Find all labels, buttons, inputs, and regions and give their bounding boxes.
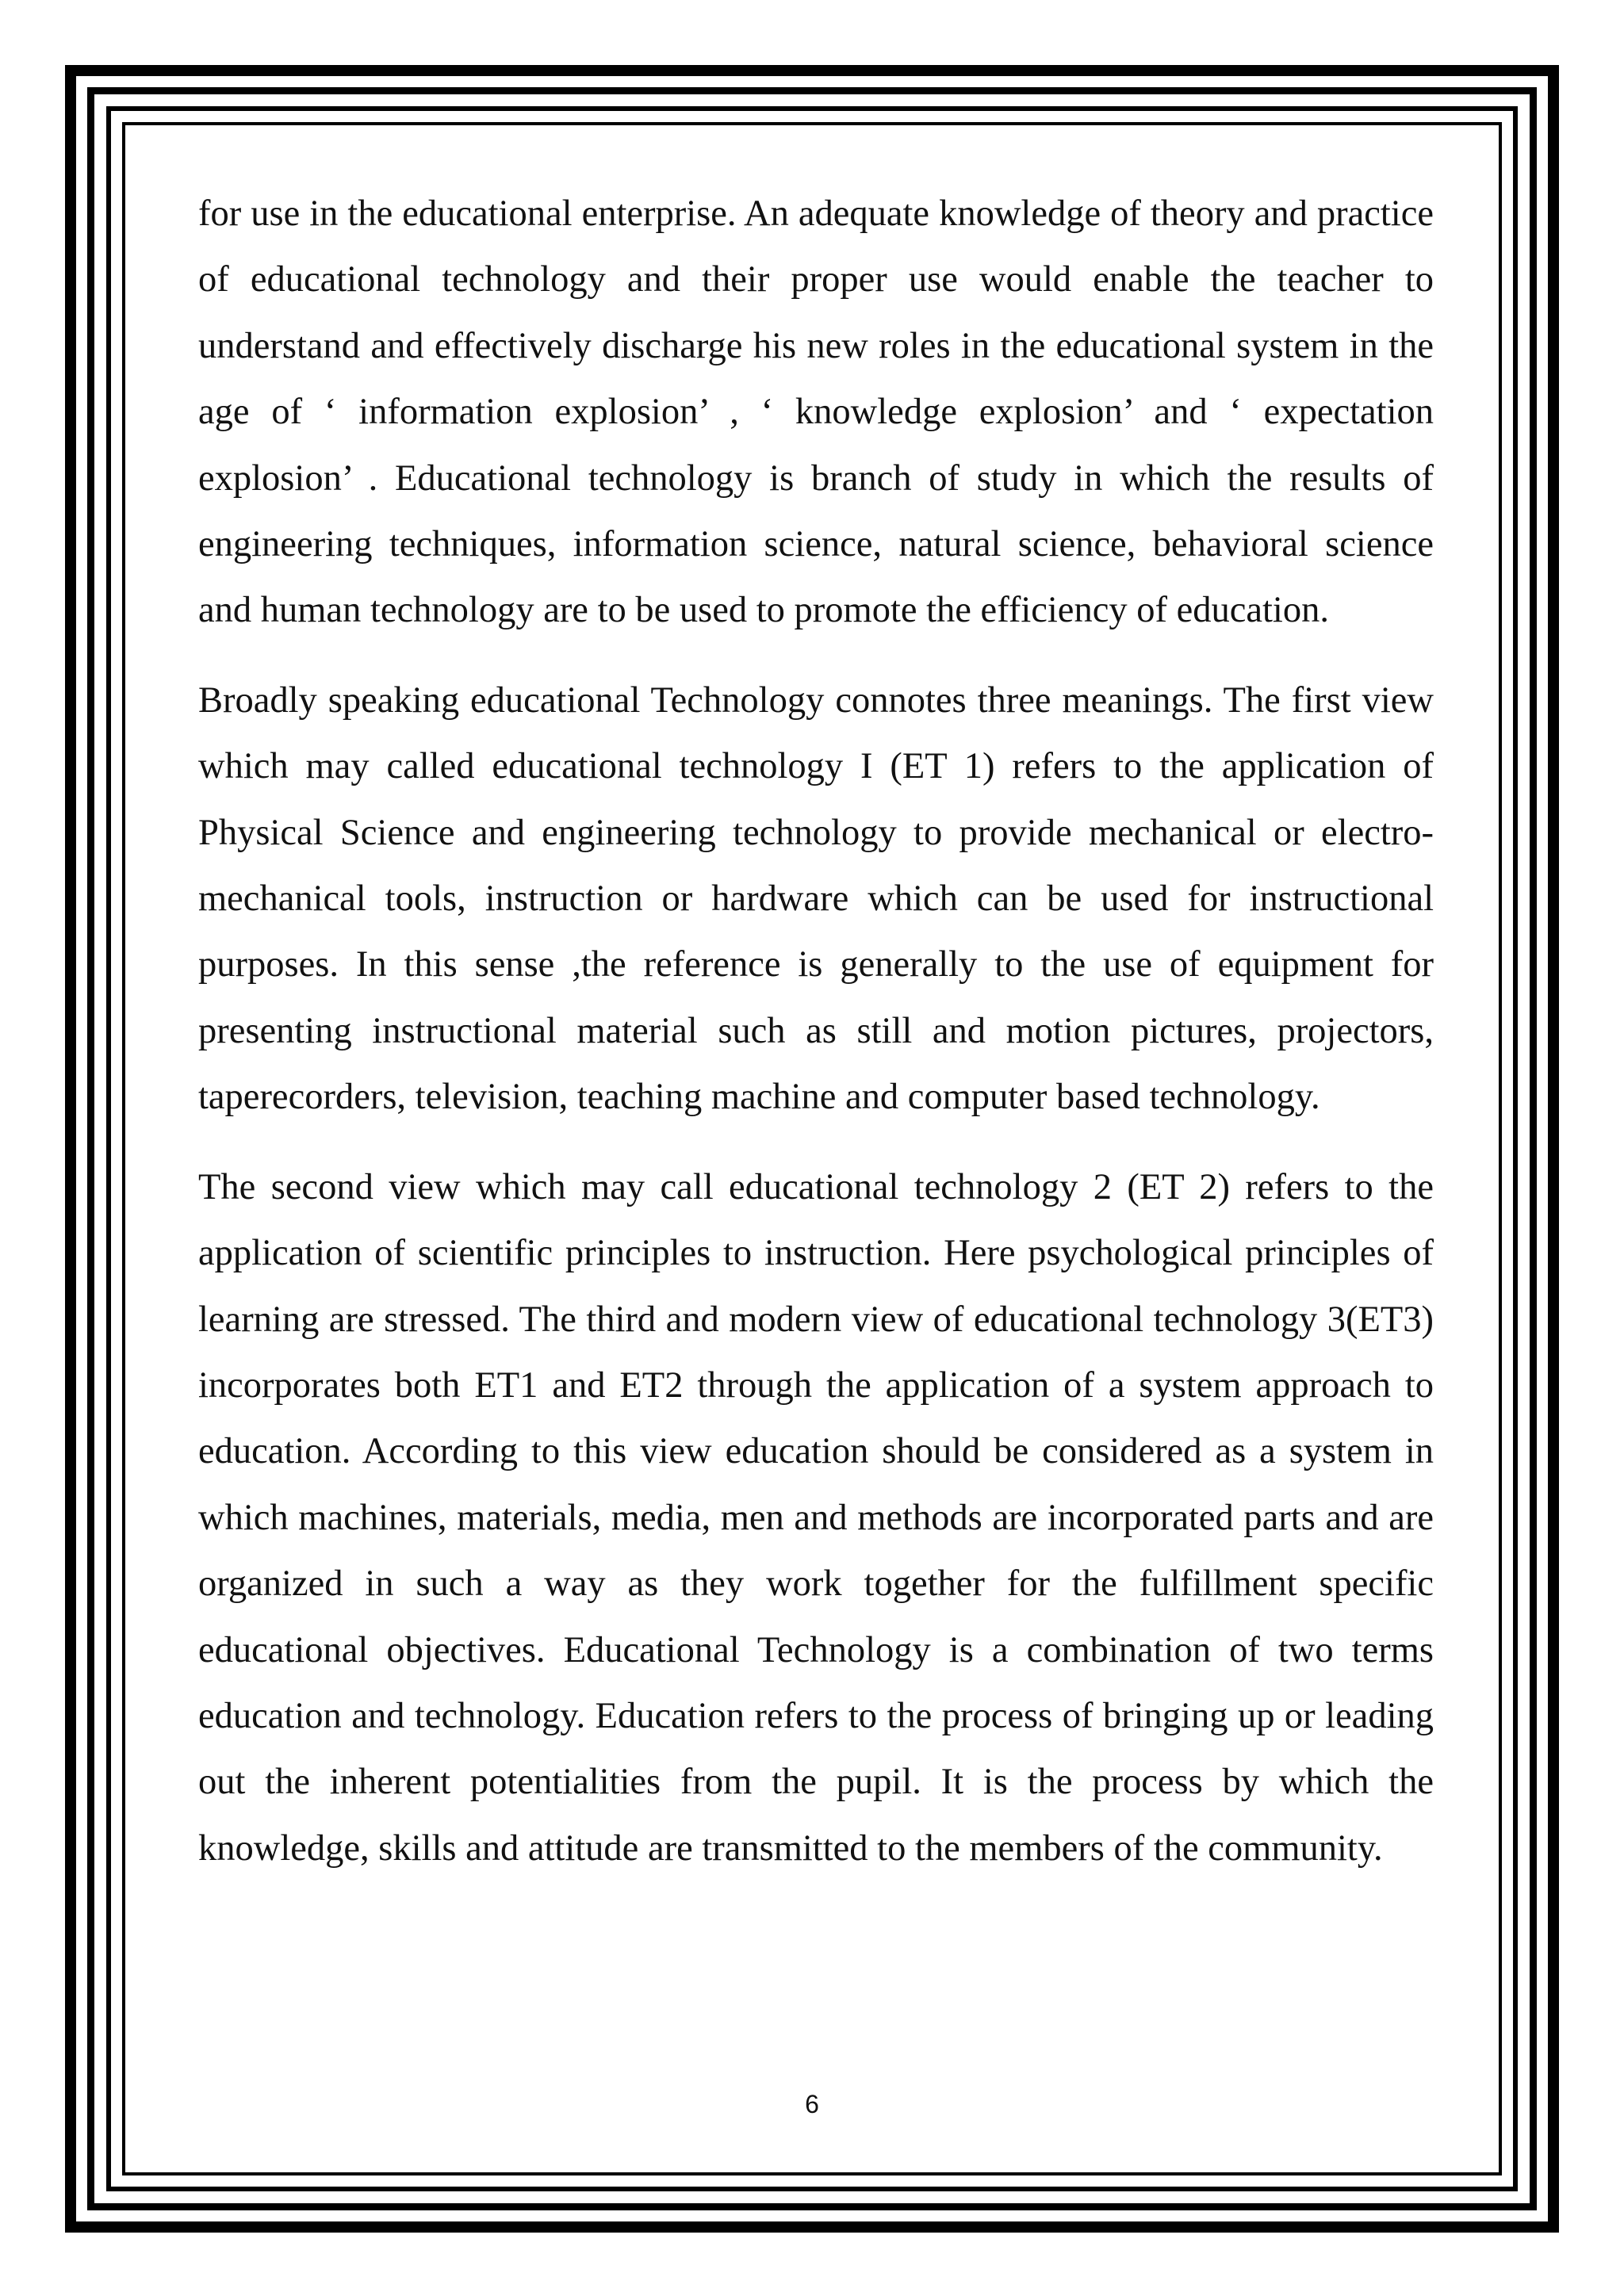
paragraph-3: The second view which may call educational technology 2 (ET 2) refers to the application of scientific principles to instruction. Here psychological principles of learning are stressed. The third and modern view of educational technology 3(ET3) incorporates both ET1 and ET2 through the application of a system approach to education. According to this view education should be considered as a system in which machines, materials, media, men and methods are incorporated parts and are organized in such a way as they work together for the fulfillment specific educational objectives. Educational Technology is a combination of two terms education and technology. Education refers to the process of bringing up or leading out the inherent potentialities from the pupil. It is the process by which the knowledge, skills and attitude are transmitted to the members of the community.: [198, 1166, 1434, 1869]
document-body: [198, 181, 1434, 1905]
paragraph-2: Broadly speaking educational Technology connotes three meanings. The first view which may called educational technology I (ET 1) refers to the application of Physical Science and engineering technology to provide mechanical or electro-mechanical tools, instruction or hardware which can be used for instructional purposes. In this sense ,the reference is generally to the use of equipment for presenting instructional material such as still and motion pictures, projectors, taperecorders, television, teaching machine and computer based technology.: [198, 679, 1434, 1118]
paragraph-1: for use in the educational enterprise. An adequate knowledge of theory and practice of educational technology and their proper use would enable the teacher to understand and effectively discharge his new roles in the educational system in the age of ‘ information explosion’ , ‘ knowledge explosion’ and ‘ expectation explosion’ . Educational technology is branch of study in which the results of engineering techniques, information science, natural science, behavioral science and human technology are to be used to promote the efficiency of education.: [198, 193, 1434, 631]
page-number: 6: [805, 2090, 819, 2118]
